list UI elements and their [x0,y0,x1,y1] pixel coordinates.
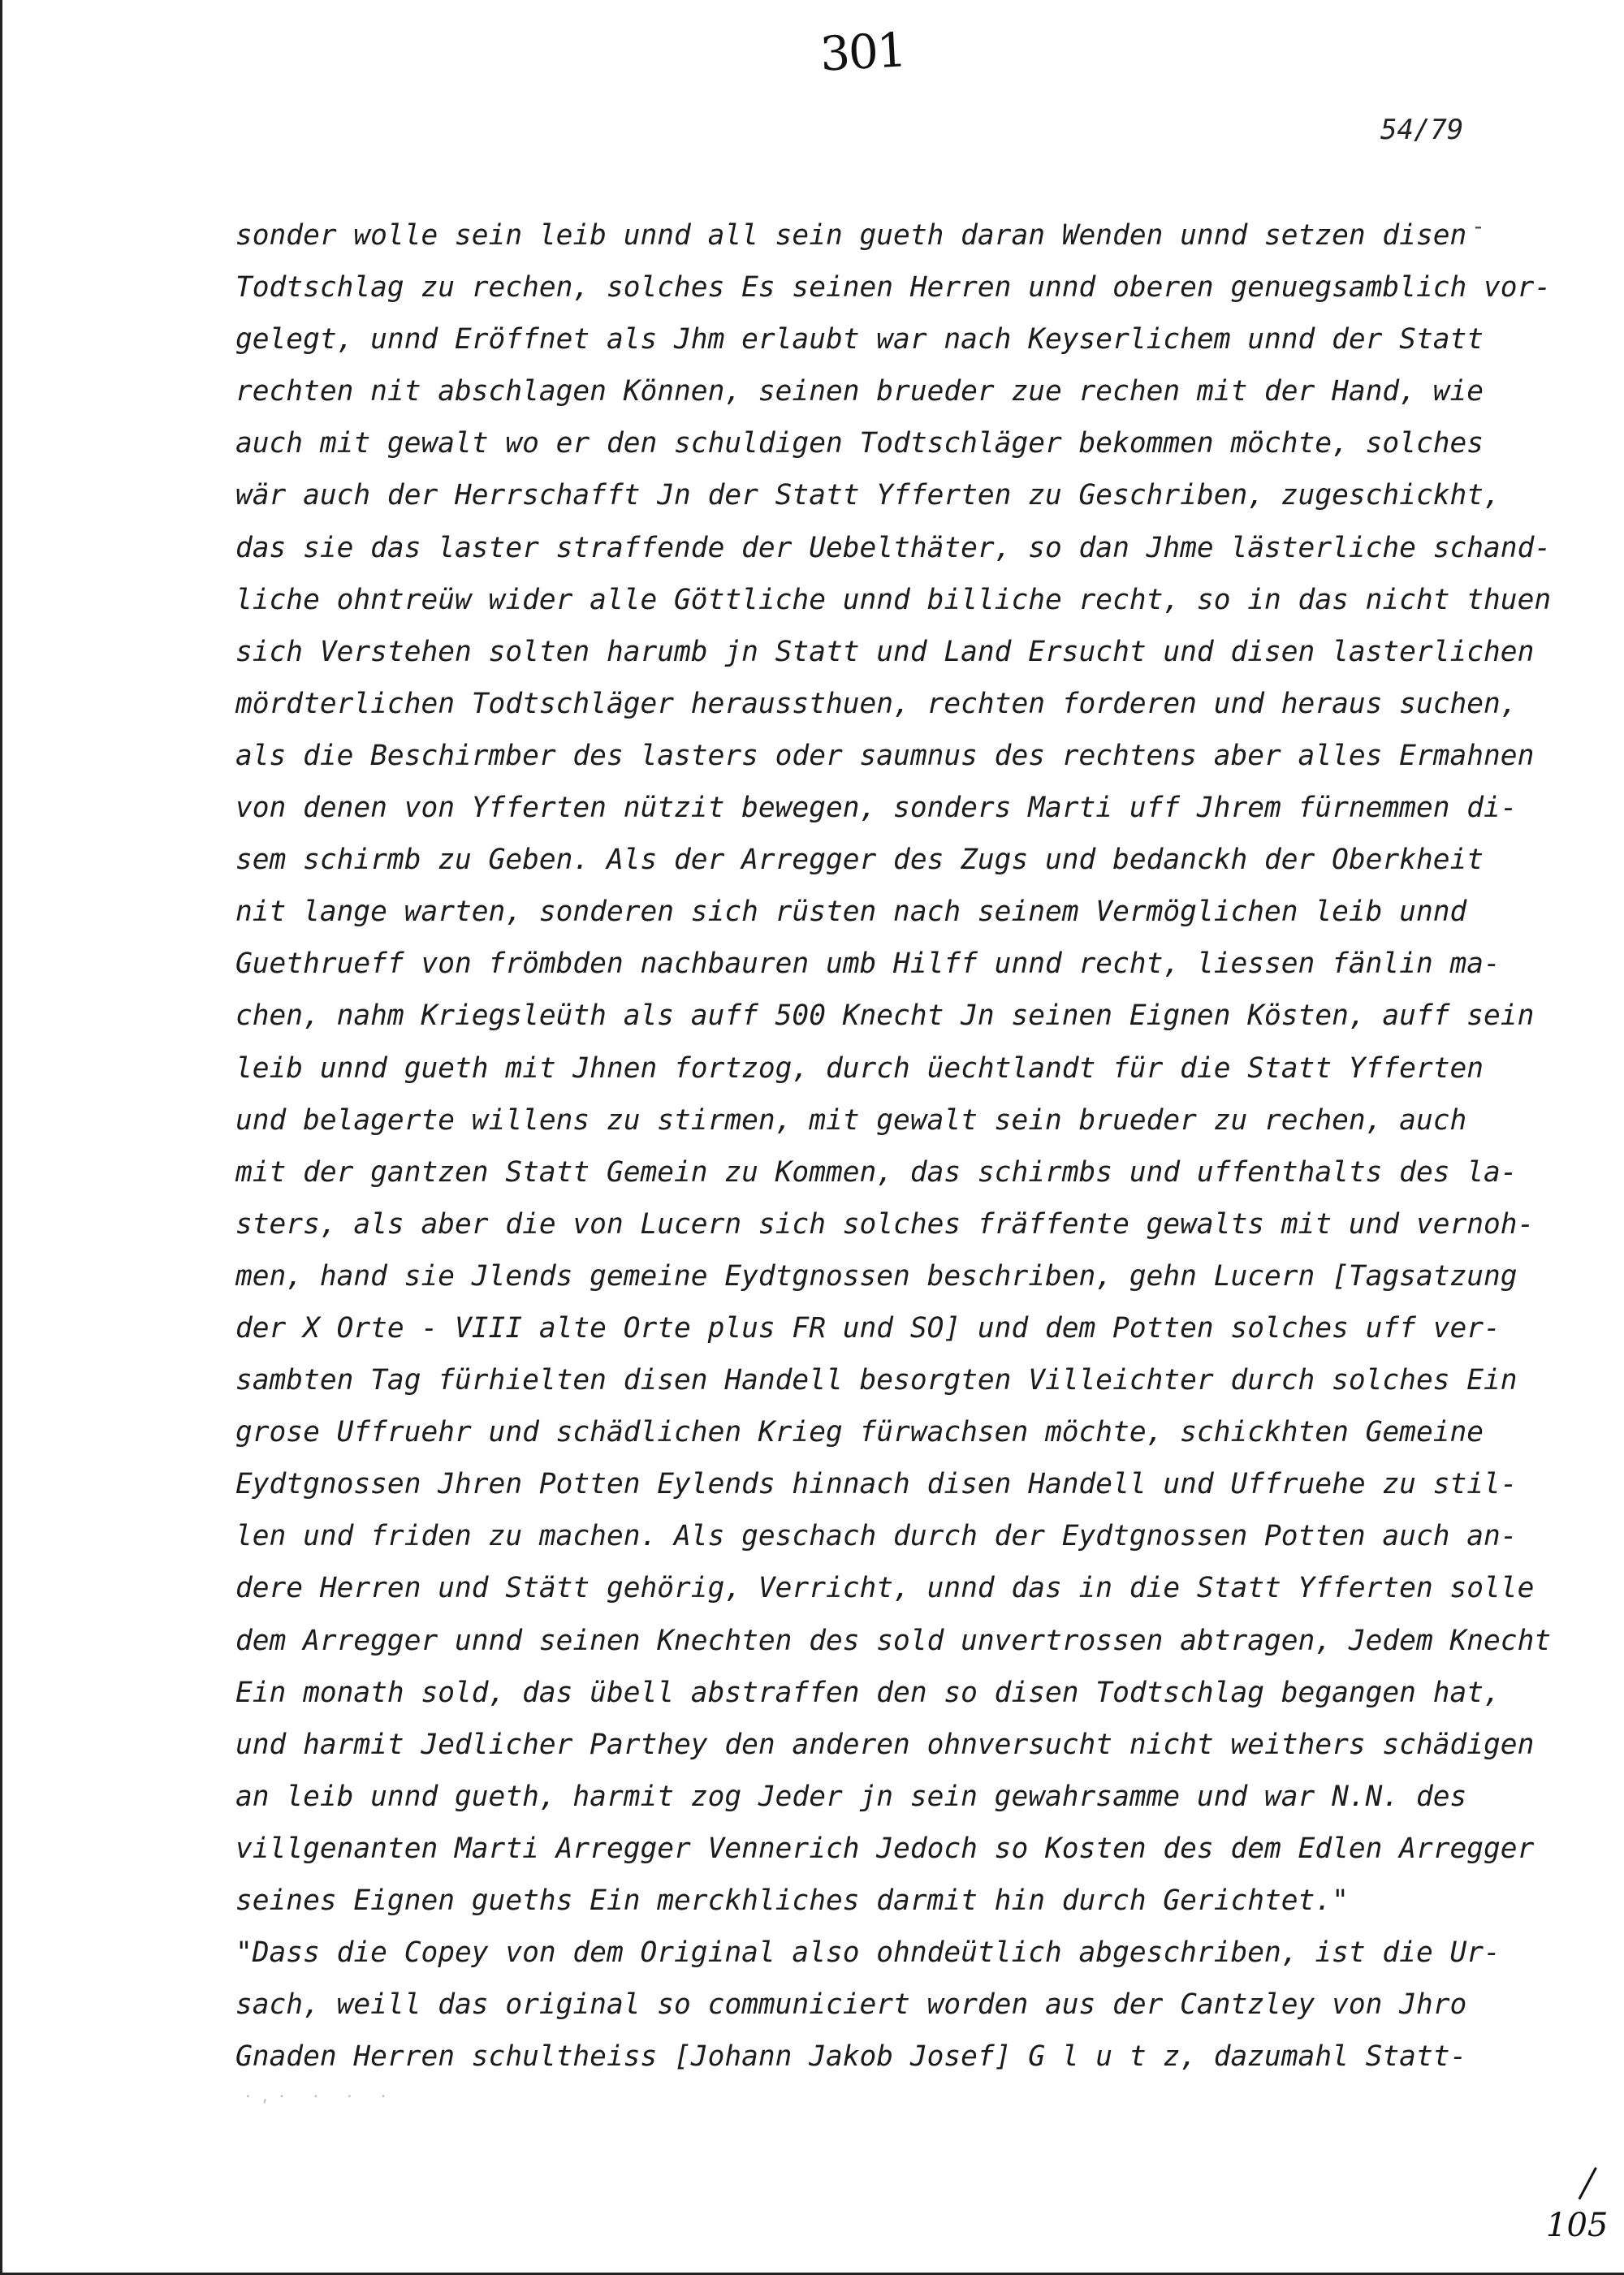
text-line: chen, nahm Kriegsleüth als auff 500 Knecht Jn seinen Eignen Kösten, auff sein [235,999,1535,1033]
text-line: Gnaden Herren schultheiss [Johann Jakob Josef] G l u t z, dazumahl Statt- [235,2040,1467,2074]
text-line: wär auch der Herrschafft Jn der Statt Yfferten zu Geschriben, zugeschickht, [235,479,1501,512]
text-line: sambten Tag fürhielten disen Handell besorgten Villeichter durch solches Ein [235,1364,1518,1397]
text-line: liche ohntreüw wider alle Göttliche unnd billiche recht, so in das nicht thuen [235,583,1552,616]
text-line: als die Beschirmber des lasters oder saumnus des rechtens aber alles Ermahnen [235,739,1535,772]
text-line: leib unnd gueth mit Jhnen fortzog, durch üechtlandt für die Statt Yfferten [235,1051,1484,1085]
text-line: grose Uffruehr und schädlichen Krieg fürwachsen möchte, schickhten Gemeine [235,1416,1484,1449]
handwritten-folio-number: 105 [1546,2207,1609,2244]
text-line: dem Arregger unnd seinen Knechten des sold unvertrossen abtragen, Jedem Knecht [235,1624,1552,1657]
text-line: Eydtgnossen Jhren Potten Eylends hinnach disen Handell und Uffruehe zu stil- [235,1468,1518,1501]
text-line: mit der gantzen Statt Gemein zu Kommen, das schirmbs und uffenthalts des la- [235,1155,1518,1189]
archive-number: 54/79 [1380,114,1464,146]
text-line: nit lange warten, sonderen sich rüsten nach seinem Vermöglichen leib unnd [235,896,1467,929]
text-line: Guethrueff von frömbden nachbauren umb Hilff unnd recht, liessen fänlin ma- [235,948,1501,981]
text-line: seines Eignen gueths Ein merckhliches darmit hin durch Gerichtet." [235,1884,1349,1917]
text-line: und harmit Jedlicher Parthey den anderen ohnversucht nicht weithers schädigen [235,1728,1535,1761]
text-line: mördterlichen Todtschläger heraussthuen, rechten forderen und heraus suchen, [235,687,1518,720]
text-line: men, hand sie Jlends gemeine Eydtgnossen beschriben, gehn Lucern [Tagsatzung [235,1259,1518,1293]
text-line: Ein monath sold, das übell abstraffen den so disen Todtschlag begangen hat, [235,1676,1501,1709]
text-line: gelegt, unnd Eröffnet als Jhm erlaubt war nach Keyserlichem unnd der Statt [235,323,1484,356]
text-line: das sie das laster straffende der Uebelthäter, so dan Jhme lästerliche schand- [235,531,1552,564]
text-line: auch mit gewalt wo er den schuldigen Todtschläger bekommen möchte, solches [235,427,1484,460]
text-line: "Dass die Copey von dem Original also ohndeütlich abgeschriben, ist die Ur- [235,1936,1501,1970]
margin-mark: - [1471,213,1485,240]
text-line: von denen von Yfferten nützit bewegen, sonders Marti uff Jhrem fürnemmen di- [235,792,1518,825]
text-line: sters, als aber die von Lucern sich solches fräffente gewalts mit und vernoh- [235,1207,1535,1241]
text-line: len und friden zu machen. Als geschach durch der Eydtgnossen Potten auch an- [235,1520,1518,1553]
text-line: dere Herren und Stätt gehörig, Verricht, unnd das in die Statt Yfferten solle [235,1572,1535,1605]
document-body [235,209,1552,2083]
faint-marks: ·,· · · · [244,2088,396,2105]
text-line: der X Orte - VIII alte Orte plus FR und SO] und dem Potten solches uff ver- [235,1311,1501,1345]
text-line: und belagerte willens zu stirmen, mit gewalt sein brueder zu rechen, auch [235,1103,1467,1137]
text-line: Todtschlag zu rechen, solches Es seinen Herren unnd oberen genuegsamblich vor- [235,271,1552,304]
text-line: sonder wolle sein leib unnd all sein gueth daran Wenden unnd setzen disen [235,219,1467,252]
text-line: villgenanten Marti Arregger Vennerich Jedoch so Kosten des dem Edlen Arregger [235,1832,1535,1865]
text-line: an leib unnd gueth, harmit zog Jeder jn sein gewahrsamme und war N.N. des [235,1780,1467,1813]
text-line: rechten nit abschlagen Können, seinen brueder zue rechen mit der Hand, wie [235,375,1484,408]
text-line: sich Verstehen solten harumb jn Statt und Land Ersucht und disen lasterlichen [235,635,1535,668]
text-line: sem schirmb zu Geben. Als der Arregger des Zugs und bedanckh der Oberkheit [235,844,1484,877]
handwritten-page-number: 301 [818,22,907,82]
text-line: sach, weill das original so communiciert worden aus der Cantzley von Jhro [235,1988,1467,2022]
